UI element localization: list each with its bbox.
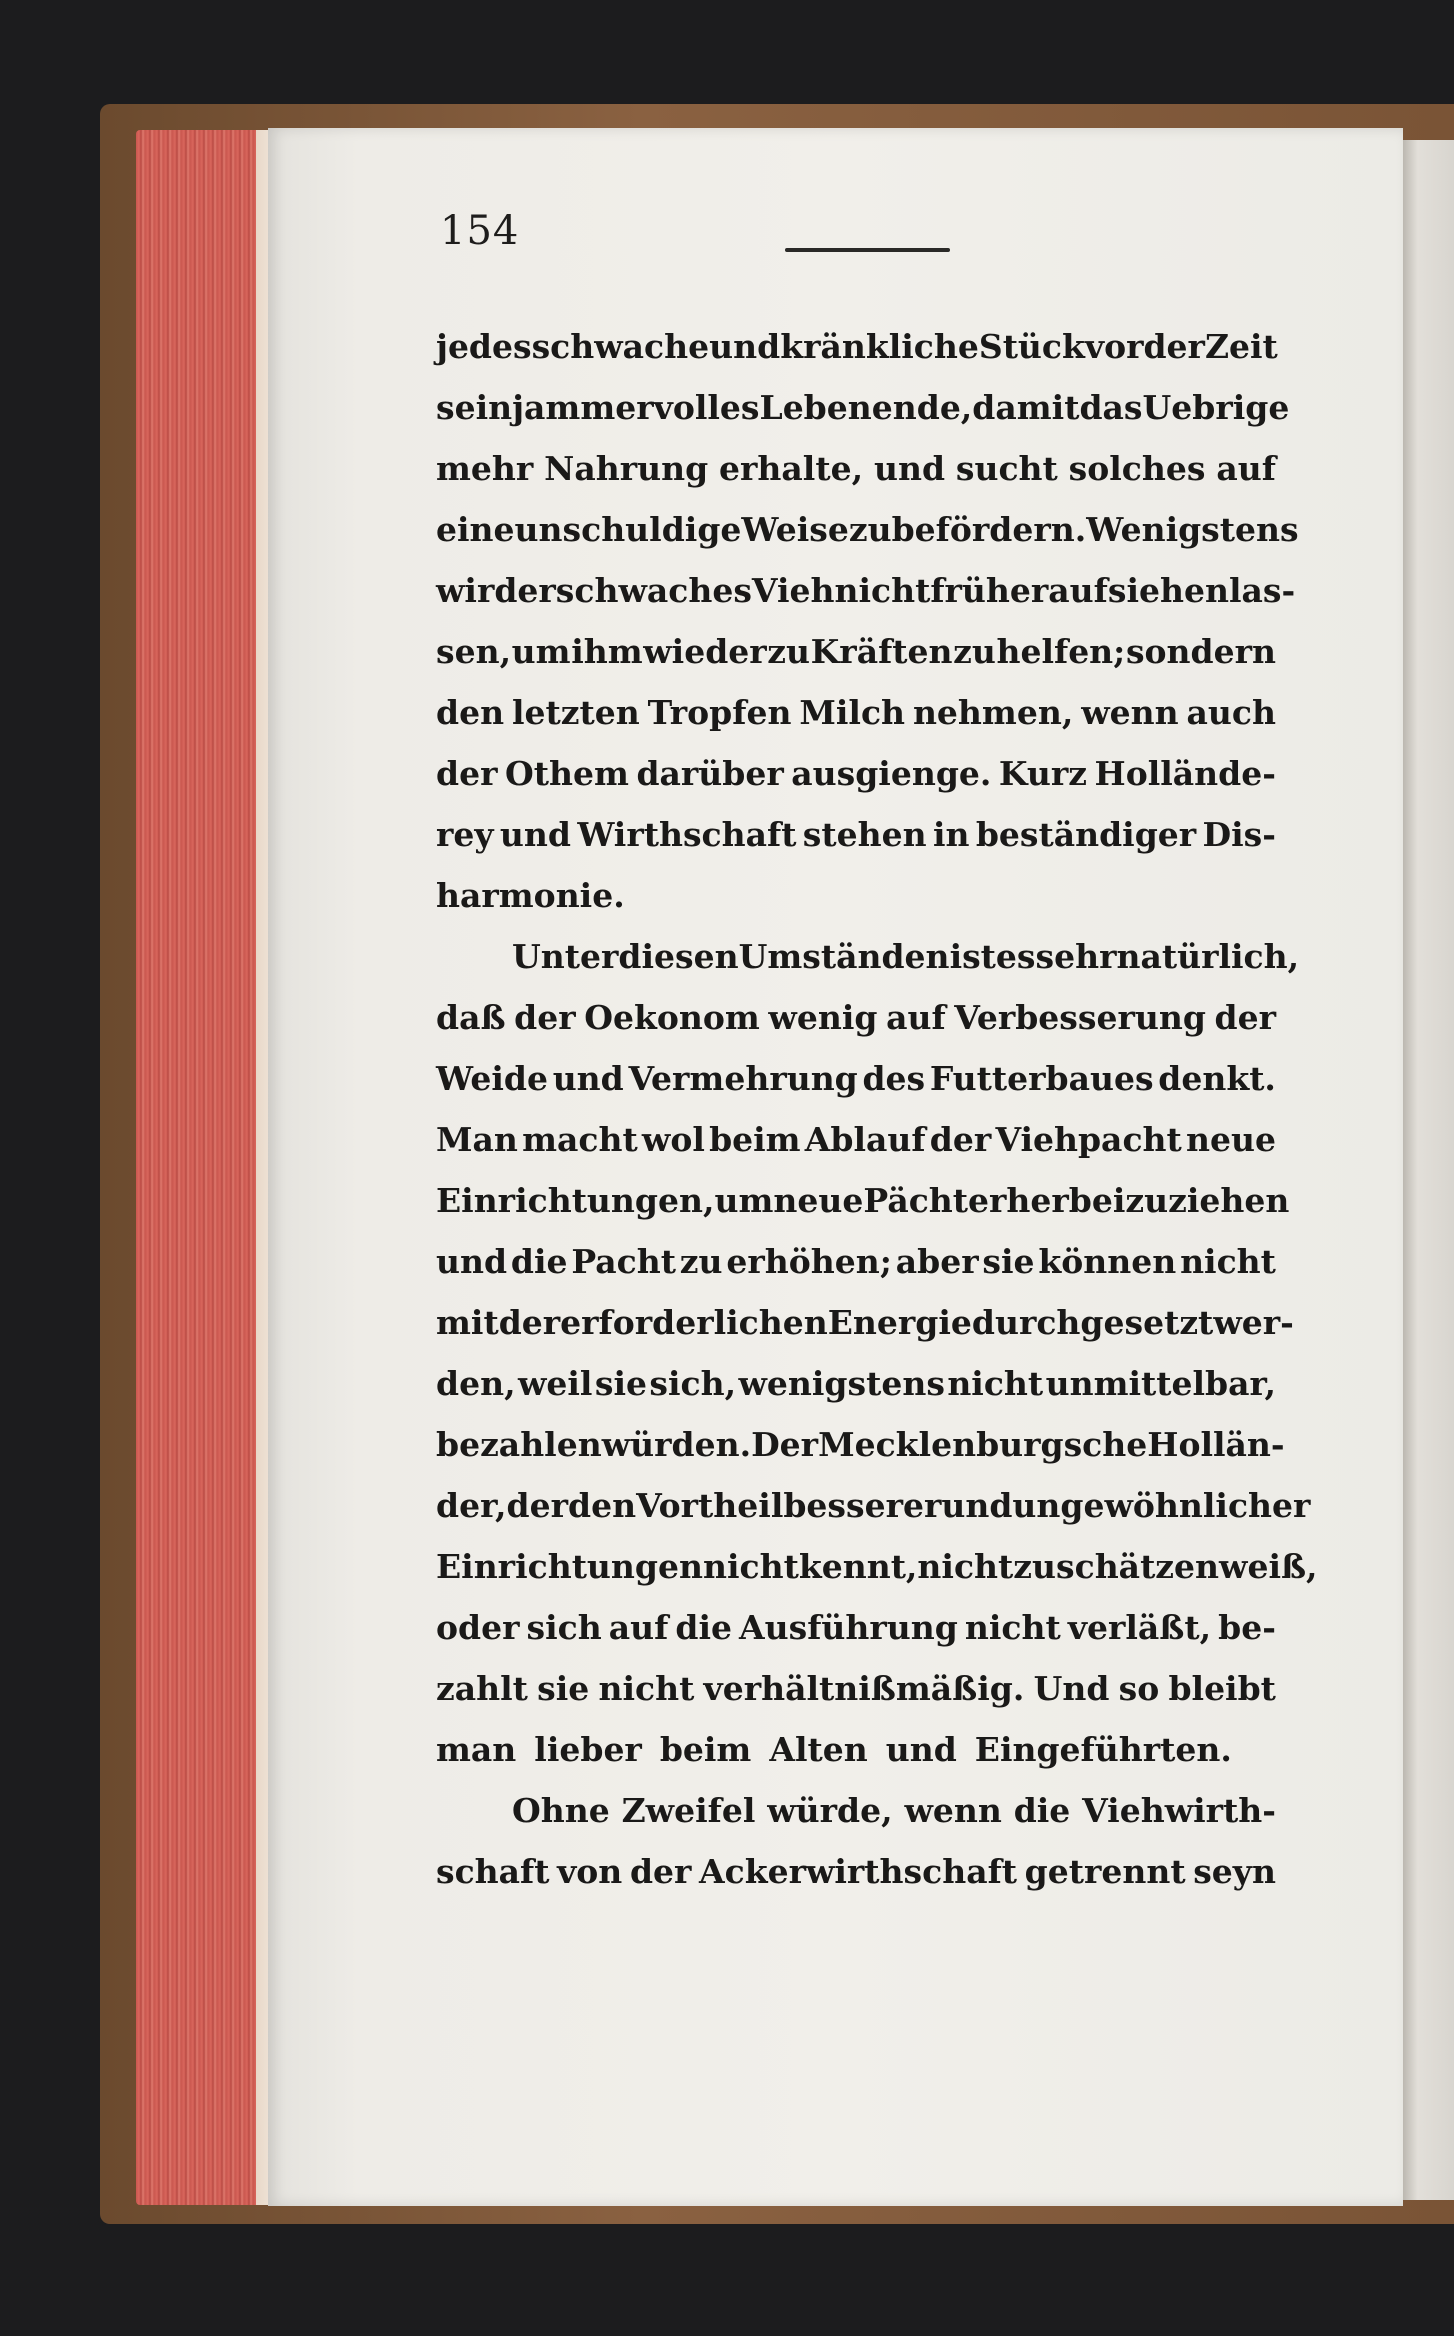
word: die [1013, 1791, 1071, 1830]
word: diesen [618, 937, 739, 976]
word: Kräften [810, 632, 953, 671]
word: man [436, 1730, 517, 1769]
word: Futterbaues [929, 1059, 1154, 1098]
word: sein [436, 388, 513, 427]
word: die [675, 1608, 732, 1647]
word: um [714, 1181, 774, 1220]
text-line [436, 1170, 1290, 1231]
word: können [1038, 1242, 1177, 1281]
word: neue [773, 1181, 864, 1220]
word: schwache [531, 327, 710, 366]
word: Ausführung [739, 1608, 958, 1647]
text-line [436, 743, 1276, 804]
word: Vermehrung [628, 1059, 858, 1098]
word: Milch [799, 693, 906, 732]
word: sie [537, 1669, 590, 1708]
word: ihm [571, 632, 643, 671]
word: Viehpacht [995, 1120, 1182, 1159]
word: Viehwirth- [1082, 1791, 1276, 1830]
text-line [436, 1597, 1276, 1658]
word: las- [1228, 571, 1296, 610]
text-line [436, 926, 1300, 987]
word: darüber [636, 754, 784, 793]
text-line [436, 438, 1276, 499]
word: der [514, 998, 576, 1037]
word: damit [972, 388, 1080, 427]
word: kennt, [798, 1547, 918, 1586]
word: nicht [964, 1608, 1061, 1647]
word: Dis- [1202, 815, 1276, 854]
word: weil [517, 1364, 593, 1403]
word: sie [594, 1364, 647, 1403]
word: und [873, 449, 946, 488]
word: Der [751, 1425, 819, 1464]
word: Pächter [863, 1181, 1007, 1220]
word: solches [1068, 449, 1206, 488]
text-line [436, 865, 1276, 926]
word: Hollän- [1147, 1425, 1285, 1464]
text-line [436, 1414, 1285, 1475]
word: denkt. [1158, 1059, 1276, 1098]
word: nicht [947, 1364, 1044, 1403]
word: durchgesetzt [971, 1303, 1214, 1342]
text-line [436, 1231, 1276, 1292]
word: den [568, 1486, 637, 1525]
word: bezahlen [436, 1425, 602, 1464]
word: Pacht [571, 1242, 676, 1281]
word: auch [1186, 693, 1276, 732]
word: zu [953, 632, 996, 671]
word: Energie [827, 1303, 972, 1342]
word: neue [1185, 1120, 1276, 1159]
word: Ablauf [804, 1120, 926, 1159]
word: nicht [598, 1669, 695, 1708]
word: wieder [643, 632, 767, 671]
word: aber [895, 1242, 979, 1281]
word: der [506, 1486, 569, 1525]
word: Hollände- [1094, 754, 1276, 793]
word: Oekonom [584, 998, 760, 1037]
word: und [499, 815, 571, 854]
word: der [929, 1120, 992, 1159]
word: macht [522, 1120, 638, 1159]
text-line [436, 1048, 1276, 1109]
word: und [885, 1730, 957, 1769]
text-line [436, 1719, 1276, 1780]
word: eine [436, 510, 515, 549]
word: wer- [1213, 1303, 1294, 1342]
text-line [436, 682, 1276, 743]
text-line [436, 377, 1290, 438]
page-number: 154 [440, 208, 520, 254]
word: sie [982, 1242, 1035, 1281]
text-line [436, 1780, 1276, 1841]
word: er [517, 571, 556, 610]
word: der [498, 1303, 561, 1342]
word: Vortheil [636, 1486, 784, 1525]
text-line [436, 987, 1276, 1048]
word: schaft [436, 1852, 550, 1891]
word: Weide [436, 1059, 548, 1098]
text-line [436, 1841, 1276, 1902]
word: und [709, 327, 781, 366]
word: unmittelbar, [1045, 1364, 1276, 1403]
word: beim [709, 1120, 801, 1159]
word: kränkliche [780, 327, 979, 366]
word: auf [1216, 449, 1276, 488]
word: der [1143, 327, 1205, 366]
word: erhalte, [719, 449, 864, 488]
word: früher [930, 571, 1049, 610]
word: in [932, 815, 970, 854]
word: Einrichtungen, [436, 1181, 715, 1220]
word: seyn [1193, 1852, 1276, 1891]
word: Leben [759, 388, 872, 427]
text-line [436, 1109, 1276, 1170]
word: Othem [505, 754, 629, 793]
word: getrennt [1024, 1852, 1186, 1891]
word: helfen; [996, 632, 1126, 671]
word: Unter [512, 937, 619, 976]
word: schwaches [555, 571, 752, 610]
word: Alten [769, 1730, 868, 1769]
word: des [862, 1059, 926, 1098]
word: wenn [904, 1791, 1002, 1830]
word: auf [886, 998, 946, 1037]
word: Ohne [512, 1791, 610, 1830]
word: den, [436, 1364, 516, 1403]
word: zu [1013, 1547, 1057, 1586]
facing-page-edge [1402, 140, 1454, 2200]
word: befördern. [891, 510, 1087, 549]
text-line [436, 499, 1299, 560]
word: Vieh [751, 571, 835, 610]
word: verläßt, [1067, 1608, 1212, 1647]
header-rule [785, 248, 950, 252]
word: erforderlichen [560, 1303, 828, 1342]
word: nicht [834, 571, 931, 610]
word: die [510, 1242, 568, 1281]
word: nicht [702, 1547, 799, 1586]
word: der [629, 1852, 692, 1891]
word: Und [1033, 1669, 1110, 1708]
word: würden. [601, 1425, 752, 1464]
word: und [552, 1059, 624, 1098]
word: sucht [955, 449, 1058, 488]
word: wenig [768, 998, 878, 1037]
word: Tropfen [647, 693, 792, 732]
word: herbeizuziehen [1006, 1181, 1290, 1220]
word: aufsiehen [1048, 571, 1229, 610]
word: beständiger [975, 815, 1197, 854]
text-line [436, 316, 1276, 377]
text-line [436, 1536, 1318, 1597]
word: verhältnißmäßig. [703, 1669, 1025, 1708]
word: jedes [436, 327, 532, 366]
word: Wenigstens [1086, 510, 1299, 549]
word: sondern [1125, 632, 1276, 671]
word: ungewöhnlicher [1012, 1486, 1311, 1525]
word: und [436, 1242, 508, 1281]
word: mit [436, 1303, 499, 1342]
word: bleibt [1168, 1669, 1276, 1708]
word: der [436, 754, 498, 793]
word: Zeit [1204, 327, 1278, 366]
word: Uebrige [1142, 388, 1290, 427]
word: weiß, [1219, 1547, 1318, 1586]
word: stehen [802, 815, 927, 854]
word: um [511, 632, 571, 671]
word: wenn [1081, 693, 1179, 732]
word: zu [679, 1242, 723, 1281]
word: wol [641, 1120, 705, 1159]
word: nicht [1180, 1242, 1276, 1281]
word: rey [436, 815, 494, 854]
word: Wirthschaft [577, 815, 797, 854]
word: sen, [436, 632, 512, 671]
word: das [1079, 388, 1143, 427]
word: natürlich, [1116, 937, 1300, 976]
word: schätzen [1056, 1547, 1220, 1586]
word: wenigstens [738, 1364, 945, 1403]
text-line [436, 560, 1296, 621]
word: Eingeführten. [974, 1730, 1232, 1769]
body-text [436, 316, 1318, 1902]
word: Verbesserung [954, 998, 1206, 1037]
word: so [1118, 1669, 1160, 1708]
word: würde, [767, 1791, 893, 1830]
word: beim [659, 1730, 752, 1769]
text-line [436, 621, 1276, 682]
text-line [436, 1475, 1311, 1536]
word: daß [436, 998, 506, 1037]
word: der [1214, 998, 1276, 1037]
word: Man [436, 1120, 518, 1159]
text-line [436, 1353, 1276, 1414]
word: letzten [511, 693, 640, 732]
word: Ackerwirthschaft [699, 1852, 1018, 1891]
word: auf [608, 1608, 669, 1647]
word: den [436, 693, 505, 732]
word: von [557, 1852, 623, 1891]
word: be- [1218, 1608, 1276, 1647]
word: Kurz [998, 754, 1087, 793]
word: zahlt [436, 1669, 528, 1708]
word: jammervolles [512, 388, 760, 427]
word: vor [1084, 327, 1144, 366]
word: Zweifel [621, 1791, 756, 1830]
text-line [436, 1658, 1276, 1719]
word: lieber [534, 1730, 642, 1769]
word: Einrichtungen [436, 1547, 703, 1586]
word: Weise [741, 510, 849, 549]
word: oder [436, 1608, 520, 1647]
word: erhöhen; [726, 1242, 892, 1281]
word: harmonie. [436, 876, 625, 915]
word: sich, [649, 1364, 737, 1403]
word: es [995, 937, 1036, 976]
word: zu [848, 510, 892, 549]
word: Umständen [738, 937, 950, 976]
word: ende, [871, 388, 973, 427]
word: besserer [783, 1486, 942, 1525]
word: sich [526, 1608, 602, 1647]
word: nicht [917, 1547, 1014, 1586]
word: zu [767, 632, 811, 671]
word: ist [949, 937, 996, 976]
word: nehmen, [912, 693, 1074, 732]
word: Mecklenburgsche [818, 1425, 1148, 1464]
word: sehr [1035, 937, 1117, 976]
page-edges [136, 130, 276, 2205]
word: mehr [436, 449, 534, 488]
word: und [941, 1486, 1013, 1525]
word: der, [436, 1486, 507, 1525]
word: wird [436, 571, 518, 610]
word: ausgienge. [791, 754, 992, 793]
text-line [436, 1292, 1294, 1353]
text-line [436, 804, 1276, 865]
word: unschuldige [514, 510, 742, 549]
word: Nahrung [544, 449, 709, 488]
word: Stück [978, 327, 1085, 366]
